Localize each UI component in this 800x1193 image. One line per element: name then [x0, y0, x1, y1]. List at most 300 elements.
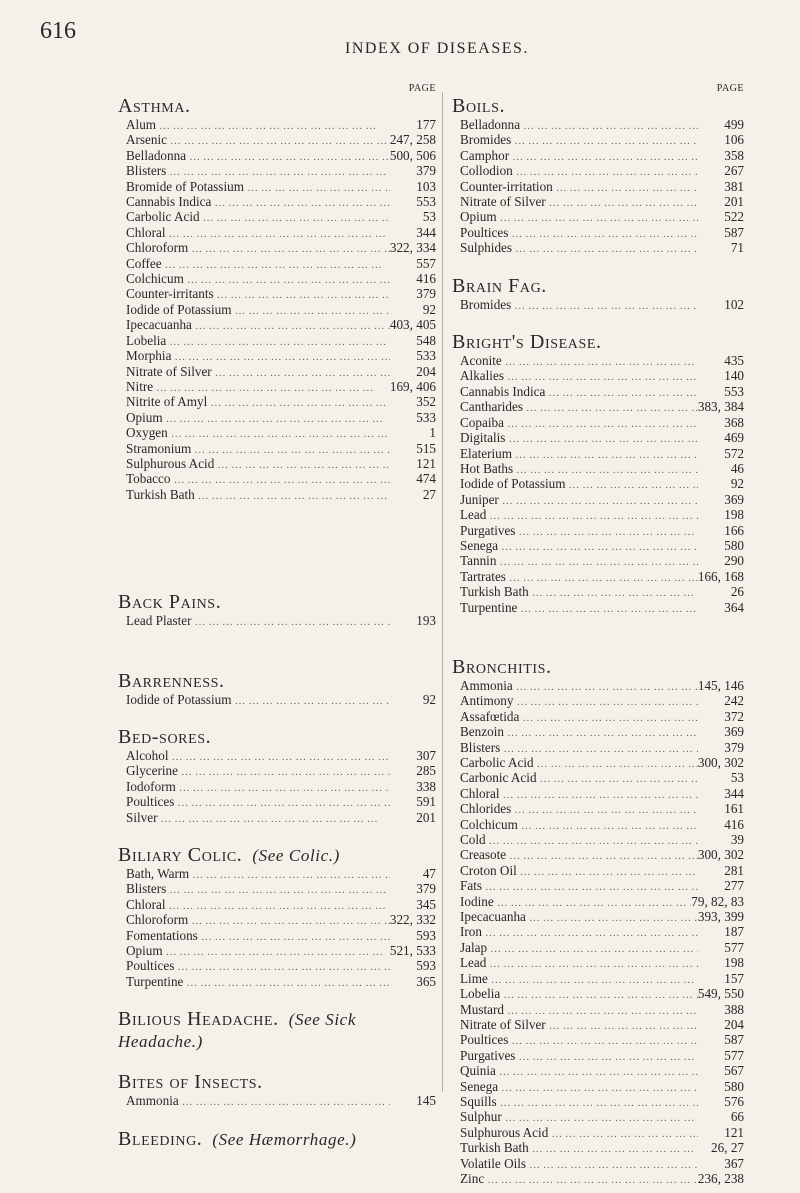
leader-dots [502, 1112, 698, 1125]
index-entry [126, 395, 436, 410]
entry-page: 580 [724, 1078, 744, 1094]
heading-title: Back Pains. [118, 591, 222, 614]
leader-dots [526, 912, 698, 925]
leader-dots [517, 866, 698, 879]
index-entry [460, 1141, 744, 1156]
leader-dots [232, 305, 391, 318]
entry-page: 379 [416, 286, 436, 302]
entry-name: Turkish Bath [126, 486, 195, 502]
index-entry [460, 601, 744, 616]
entry-page: 92 [422, 691, 436, 707]
entry-page: 435 [724, 353, 744, 369]
index-entry [460, 879, 744, 894]
leader-dots [169, 751, 391, 764]
index-entry [460, 771, 744, 786]
index-entry [460, 149, 744, 164]
entry-name: Sulphur [460, 1109, 502, 1125]
leader-dots [212, 367, 390, 380]
see-reference: (See Hæmorrhage.) [212, 1129, 357, 1149]
entry-page: 344 [724, 785, 744, 801]
leader-dots [508, 228, 698, 241]
entry-page: 499 [724, 117, 744, 132]
entry-page: 1 [429, 425, 436, 441]
entry-page: 79, 82, 83 [691, 893, 744, 909]
index-entry [126, 975, 436, 990]
leader-dots [486, 835, 698, 848]
index-entry [126, 133, 436, 148]
leader-dots [484, 1174, 698, 1187]
heading-title: Barrenness. [118, 669, 225, 692]
entry-page: 102 [724, 296, 744, 312]
entry-page: 549, 550 [697, 986, 744, 1002]
entry-page: 166 [724, 522, 744, 538]
index-entry [460, 385, 744, 400]
section-spacer [118, 826, 436, 844]
entry-page: 352 [416, 394, 436, 410]
entry-page: 572 [724, 445, 744, 461]
leader-dots [482, 927, 698, 940]
entry-page: 521, 533 [389, 943, 436, 959]
entry-page: 369 [724, 724, 744, 740]
index-entry [126, 882, 436, 897]
entry-name: Chloral [460, 785, 500, 801]
heading-biliary-colic [118, 844, 436, 867]
index-entry [126, 457, 436, 472]
leader-dots [506, 850, 698, 863]
leader-dots [504, 371, 698, 384]
entry-page: 372 [724, 708, 744, 724]
leader-dots [509, 151, 698, 164]
entry-name: Purgatives [460, 522, 516, 538]
entry-name: Nitrate of Silver [126, 363, 212, 379]
leader-dots [211, 197, 390, 210]
entry-name: Elaterium [460, 445, 512, 461]
leader-dots [153, 382, 390, 395]
entry-page: 591 [416, 794, 436, 810]
entry-name: Nitrite of Amyl [126, 394, 208, 410]
entry-name: Lime [460, 970, 488, 986]
entry-name: Turkish Bath [460, 1140, 529, 1156]
index-entry [460, 1049, 744, 1064]
entry-page: 367 [724, 1155, 744, 1171]
leader-dots [214, 459, 390, 472]
index-entry [460, 570, 744, 585]
entry-name: Camphor [460, 147, 510, 163]
entry-name: Cantharides [460, 399, 523, 415]
index-entry [460, 585, 744, 600]
index-entry [460, 462, 744, 477]
leader-dots [232, 695, 391, 708]
page-column-label: PAGE [408, 83, 436, 94]
entry-name: Copaiba [460, 414, 504, 430]
leader-dots [156, 120, 390, 133]
leader-dots [162, 259, 390, 272]
entry-page: 557 [416, 255, 436, 271]
entry-page: 393, 399 [697, 909, 744, 925]
entry-page: 92 [730, 476, 744, 492]
heading-bleeding [118, 1128, 436, 1151]
entry-name: Creasote [460, 847, 507, 863]
index-entry [126, 226, 436, 241]
leader-dots [511, 804, 698, 817]
entry-page: 53 [422, 209, 436, 225]
leader-dots [496, 556, 698, 569]
index-entry [460, 354, 744, 369]
index-entry [460, 195, 744, 210]
entry-page: 577 [724, 1047, 744, 1063]
index-entry [126, 334, 436, 349]
index-entry [126, 929, 436, 944]
index-entry [126, 287, 436, 302]
entry-name: Lead Plaster [126, 613, 192, 629]
leader-dots [546, 1020, 698, 1033]
entry-page: 198 [724, 955, 744, 971]
index-entry [460, 416, 744, 431]
entry-page: 92 [422, 301, 436, 317]
entry-page: 548 [416, 332, 436, 348]
entry-page: 201 [416, 809, 436, 825]
entry-name: Aconite [460, 353, 502, 369]
entry-page: 567 [724, 1063, 744, 1079]
running-head: INDEX OF DISEASES. [345, 40, 529, 57]
entry-name: Sulphides [460, 240, 513, 256]
heading-title: Boils. [452, 95, 506, 117]
entry-name: Colchicum [460, 816, 518, 832]
section-spacer [118, 708, 436, 726]
entry-page: 161 [724, 801, 744, 817]
index-entry [460, 1172, 744, 1187]
index-entry [126, 780, 436, 795]
index-entry [126, 272, 436, 287]
index-entry [126, 411, 436, 426]
entry-page: 204 [724, 1016, 744, 1032]
leader-dots [163, 946, 390, 959]
entry-name: Fats [460, 878, 482, 894]
entry-page: 47 [422, 866, 436, 881]
index-entry [460, 756, 744, 771]
leader-dots [534, 758, 698, 771]
leader-dots [171, 351, 390, 364]
index-entry [126, 749, 436, 764]
leader-dots [207, 397, 390, 410]
leader-dots [496, 1066, 698, 1079]
entry-name: Lobelia [460, 986, 501, 1002]
leader-dots [166, 166, 390, 179]
entry-name: Alkalies [460, 368, 504, 384]
entry-name: Benzoin [460, 724, 504, 740]
leader-dots [195, 490, 390, 503]
index-entry [126, 764, 436, 779]
index-entry [460, 787, 744, 802]
entry-list [118, 693, 436, 708]
index-entry [460, 1095, 744, 1110]
leader-dots [244, 182, 390, 195]
index-entry [460, 833, 744, 848]
index-entry [460, 369, 744, 384]
index-entry [126, 195, 436, 210]
leader-dots [517, 603, 698, 616]
index-entry [126, 811, 436, 826]
index-entry [126, 380, 436, 395]
entry-page: 26, 27 [711, 1140, 744, 1156]
entry-name: Ammonia [460, 677, 513, 693]
leader-dots [200, 212, 390, 225]
leader-dots [189, 869, 390, 882]
index-entry [460, 524, 744, 539]
index-entry [460, 1033, 744, 1048]
entry-name: Croton Oil [460, 862, 517, 878]
leader-dots [504, 727, 698, 740]
leader-dots [505, 433, 698, 446]
entry-page: 166, 168 [697, 568, 744, 584]
entry-name: Lead [460, 955, 487, 971]
leader-dots [512, 243, 698, 256]
heading-brain-fag [452, 275, 744, 298]
index-entry [460, 298, 744, 313]
entry-name: Poultices [126, 794, 175, 810]
entry-name: Mustard [460, 1001, 504, 1017]
leader-dots [176, 782, 390, 795]
entry-name: Fomentations [126, 927, 198, 943]
leader-dots [511, 300, 698, 313]
entry-page: 201 [724, 194, 744, 210]
entry-name: Sulphurous Acid [460, 1124, 549, 1140]
index-entry [126, 693, 436, 708]
index-entry [460, 1003, 744, 1018]
entry-name: Opium [460, 209, 497, 225]
index-entry [126, 959, 436, 974]
index-entry [126, 180, 436, 195]
index-entry [460, 972, 744, 987]
entry-name: Tobacco [126, 471, 171, 487]
section-spacer [118, 1053, 436, 1071]
entry-list [118, 867, 436, 990]
leader-dots [494, 897, 692, 910]
leader-dots [500, 789, 698, 802]
entry-page: 358 [724, 147, 744, 163]
entry-page: 593 [416, 927, 436, 943]
heading-bites-of-insects [118, 1071, 436, 1094]
leader-dots [498, 1082, 698, 1095]
entry-page: 587 [724, 1032, 744, 1048]
section-spacer [118, 1110, 436, 1128]
entry-page: 198 [724, 507, 744, 523]
entry-page: 103 [416, 178, 436, 194]
entry-name: Sulphurous Acid [126, 455, 215, 471]
leader-dots [504, 1005, 698, 1018]
leader-dots [523, 402, 698, 415]
entry-name: Cannabis Indica [126, 194, 212, 210]
heading-title: Bilious Headache. [118, 1008, 279, 1031]
index-entry [460, 741, 744, 756]
entry-page: 247, 258 [389, 132, 436, 148]
leader-dots [498, 541, 698, 554]
index-entry [460, 493, 744, 508]
entry-name: Opium [126, 943, 163, 959]
entry-name: Blisters [460, 739, 501, 755]
entry-page: 533 [416, 348, 436, 364]
index-entry [460, 895, 744, 910]
entry-page: 290 [724, 553, 744, 569]
leader-dots [179, 1096, 390, 1109]
entry-page: 381 [724, 178, 744, 194]
leader-dots [183, 977, 390, 990]
entry-list [118, 749, 436, 826]
entry-name: Counter-irritation [460, 178, 553, 194]
entry-page: 39 [730, 832, 744, 848]
heading-bronchitis [452, 656, 744, 679]
entry-name: Senega [460, 1078, 499, 1094]
entry-page: 576 [724, 1093, 744, 1109]
leader-dots [497, 212, 698, 225]
entry-page: 145, 146 [697, 677, 744, 693]
left-column [118, 83, 436, 1151]
leader-dots [513, 166, 698, 179]
index-entry [460, 910, 744, 925]
entry-name: Iron [460, 924, 482, 940]
entry-page: 322, 332 [389, 912, 436, 928]
entry-name: Quinia [460, 1063, 496, 1079]
entry-page: 416 [416, 271, 436, 287]
entry-page: 369 [724, 491, 744, 507]
entry-page: 140 [724, 368, 744, 384]
entry-page: 26 [730, 584, 744, 600]
index-entry [460, 1064, 744, 1079]
entry-page: 322, 334 [389, 240, 436, 256]
entry-page: 267 [724, 163, 744, 179]
leader-dots [163, 413, 390, 426]
leader-dots [170, 474, 390, 487]
right-column [452, 83, 744, 1187]
heading-boils [452, 95, 744, 118]
leader-dots [497, 1097, 698, 1110]
entry-name: Blisters [126, 881, 167, 897]
entry-list [118, 118, 436, 503]
entry-name: Poultices [460, 224, 509, 240]
page-number: 616 [40, 18, 76, 44]
entry-page: 580 [724, 537, 744, 553]
entry-name: Turpentine [126, 973, 184, 989]
index-entry [126, 944, 436, 959]
entry-page: 587 [724, 224, 744, 240]
leader-dots [511, 135, 698, 148]
index-entry [460, 864, 744, 879]
column-divider [442, 92, 443, 1092]
entry-list [452, 298, 744, 313]
entry-page: 236, 238 [697, 1170, 744, 1186]
index-entry [460, 226, 744, 241]
entry-page: 66 [730, 1109, 744, 1125]
entry-page: 403, 405 [389, 317, 436, 333]
index-entry [126, 795, 436, 810]
leader-dots [548, 1128, 698, 1141]
entry-page: 469 [724, 430, 744, 446]
entry-name: Iodide of Potassium [126, 301, 232, 317]
leader-dots [553, 182, 698, 195]
entry-name: Collodion [460, 163, 513, 179]
leader-dots [167, 135, 390, 148]
entry-page: 388 [724, 1001, 744, 1017]
entry-page: 500, 506 [389, 147, 436, 163]
entry-page: 169, 406 [389, 378, 436, 394]
leader-dots [166, 336, 390, 349]
leader-dots [198, 931, 390, 944]
leader-dots [512, 449, 698, 462]
heading-asthma [118, 95, 436, 118]
index-entry [460, 848, 744, 863]
entry-name: Senega [460, 537, 499, 553]
entry-page: 577 [724, 939, 744, 955]
index-entry [126, 614, 436, 629]
index-entry [126, 149, 436, 164]
heading-barrenness [118, 670, 436, 693]
leader-dots [174, 961, 390, 974]
entry-page: 345 [416, 896, 436, 912]
index-entry [126, 257, 436, 272]
entry-page: 46 [730, 460, 744, 476]
entry-name: Belladonna [460, 117, 521, 132]
leader-dots [513, 696, 698, 709]
index-entry [126, 164, 436, 179]
entry-name: Carbolic Acid [126, 209, 200, 225]
entry-name: Arsenic [126, 132, 168, 148]
leader-dots [519, 712, 698, 725]
heading-bed-sores [118, 726, 436, 749]
leader-dots [488, 974, 698, 987]
heading-back-pains [118, 591, 436, 614]
index-entry [460, 447, 744, 462]
entry-page: 285 [416, 763, 436, 779]
entry-name: Bromides [460, 132, 512, 148]
index-entry [460, 1157, 744, 1172]
entry-page: 27 [422, 486, 436, 502]
leader-dots [508, 1035, 698, 1048]
leader-dots [545, 387, 698, 400]
entry-page: 522 [724, 209, 744, 225]
entry-page: 106 [724, 132, 744, 148]
heading-brights-disease [452, 331, 744, 354]
entry-page: 379 [416, 163, 436, 179]
entry-list [118, 614, 436, 629]
entry-name: Iodide of Potassium [126, 691, 232, 707]
entry-name: Lead [460, 507, 487, 523]
entry-page: 416 [724, 816, 744, 832]
index-entry [460, 431, 744, 446]
leader-dots [502, 356, 698, 369]
entry-name: Bromides [460, 296, 512, 312]
index-entry [126, 472, 436, 487]
leader-dots [178, 766, 390, 779]
leader-dots [537, 773, 698, 786]
index-entry [460, 987, 744, 1002]
section-spacer [452, 313, 744, 331]
section-spacer [452, 257, 744, 275]
index-entry [126, 365, 436, 380]
heading-title: Asthma. [118, 95, 191, 117]
leader-dots [188, 915, 390, 928]
heading-title: Bites of Insects. [118, 1071, 263, 1094]
index-entry [460, 241, 744, 256]
leader-dots [506, 572, 698, 585]
entry-page: 145 [416, 1093, 436, 1109]
leader-dots [191, 444, 390, 457]
entry-page: 300, 302 [697, 755, 744, 770]
leader-dots [192, 320, 390, 333]
index-entry [126, 442, 436, 457]
entry-name: Stramonium [126, 440, 192, 456]
entry-name: Alum [126, 117, 157, 132]
entry-name: Morphia [126, 348, 172, 364]
